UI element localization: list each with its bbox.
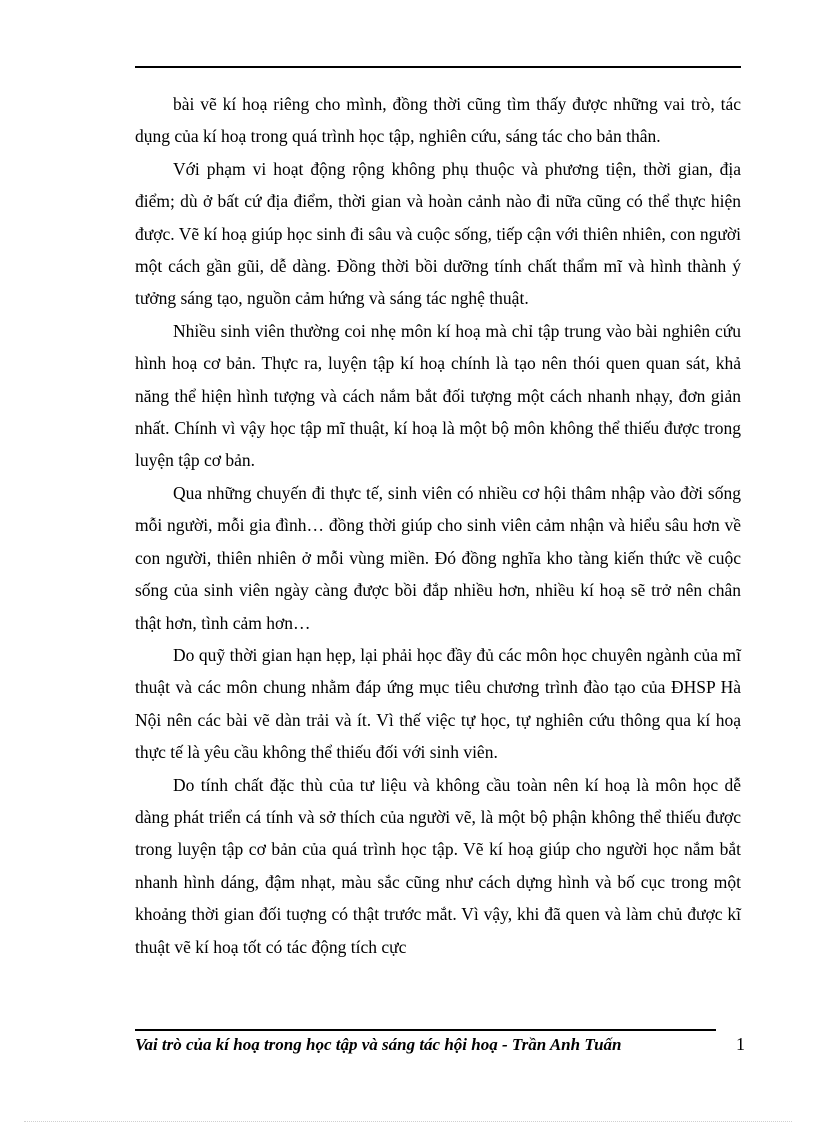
paragraph: Nhiều sinh viên thường coi nhẹ môn kí hoạ mà chỉ tập trung vào bài nghiên cứu hình hoạ cơ bản. Thực ra, luyện tập kí hoạ chính là tạo nên thói quen quan sát, khả năng thể hiện hình tượng và cách nắm bắt đối tượng một cách nhanh nhạy, đơn giản nhất. Chính vì vậy học tập mĩ thuật, kí hoạ là một bộ môn không thể thiếu được trong luyện tập cơ bản. [135,320,741,471]
footer-rule [135,1029,716,1031]
page-number: 1 [736,1034,745,1054]
paragraph: Do quỹ thời gian hạn hẹp, lại phải học đầy đủ các môn học chuyên ngành của mĩ thuật và các môn chung nhằm đáp ứng mục tiêu chương trình đào tạo của ĐHSP Hà Nội nên các bài vẽ dàn trải và ít. Vì thế việc tự học, tự nghiên cứu thông qua kí hoạ thực tế là yêu cầu không thể thiếu đối với sinh viên. [135,644,741,763]
paragraph: Với phạm vi hoạt động rộng không phụ thuộc và phương tiện, thời gian, địa điểm; dù ở bất cứ địa điểm, thời gian và hoàn cảnh nào đi nữa cũng có thể thực hiện được. Vẽ kí hoạ giúp học sinh đi sâu và cuộc sống, tiếp cận với thiên nhiên, con người một cách gần gũi, dễ dàng. Đồng thời bồi dưỡng tính chất thẩm mĩ và hình thành ý tưởng sáng tạo, nguồn cảm hứng và sáng tác nghệ thuật. [135,158,741,309]
footer-title: Vai trò của kí hoạ trong học tập và sáng tác hội hoạ - Trần Anh Tuấn [135,1035,622,1054]
paragraph: Qua những chuyến đi thực tế, sinh viên có nhiều cơ hội thâm nhập vào đời sống mỗi người, mỗi gia đình… đồng thời giúp cho sinh viên cảm nhận và hiểu sâu hơn về con người, thiên nhiên ở mỗi vùng miền. Đó đồng nghĩa kho tàng kiến thức về cuộc sống của sinh viên ngày càng được bồi đắp nhiều hơn, nhiều kí hoạ sẽ trở nên chân thật hơn, tình cảm hơn… [135,482,741,633]
header-rule [135,66,741,68]
page-bottom-border [24,1121,792,1122]
paragraph: bài vẽ kí hoạ riêng cho mình, đồng thời cũng tìm thấy được những vai trò, tác dụng của kí hoạ trong quá trình học tập, nghiên cứu, sáng tác cho bản thân. [135,94,741,147]
paragraph: Do tính chất đặc thù của tư liệu và không cầu toàn nên kí hoạ là môn học dễ dàng phát triển cá tính và sở thích của người vẽ, là một bộ phận không thể thiếu được trong luyện tập cơ bản của quá trình học tập. Vẽ kí hoạ giúp cho người học nắm bắt nhanh hình dáng, đậm nhạt, màu sắc cũng như cách dựng hình và bố cục trong một khoảng thời gian đối tuợng có thật trước mắt. Vì vậy, khi đã quen và làm chủ được kĩ thuật vẽ kí hoạ tốt có tác động tích cực [135,774,741,957]
document-body [135,88,741,963]
